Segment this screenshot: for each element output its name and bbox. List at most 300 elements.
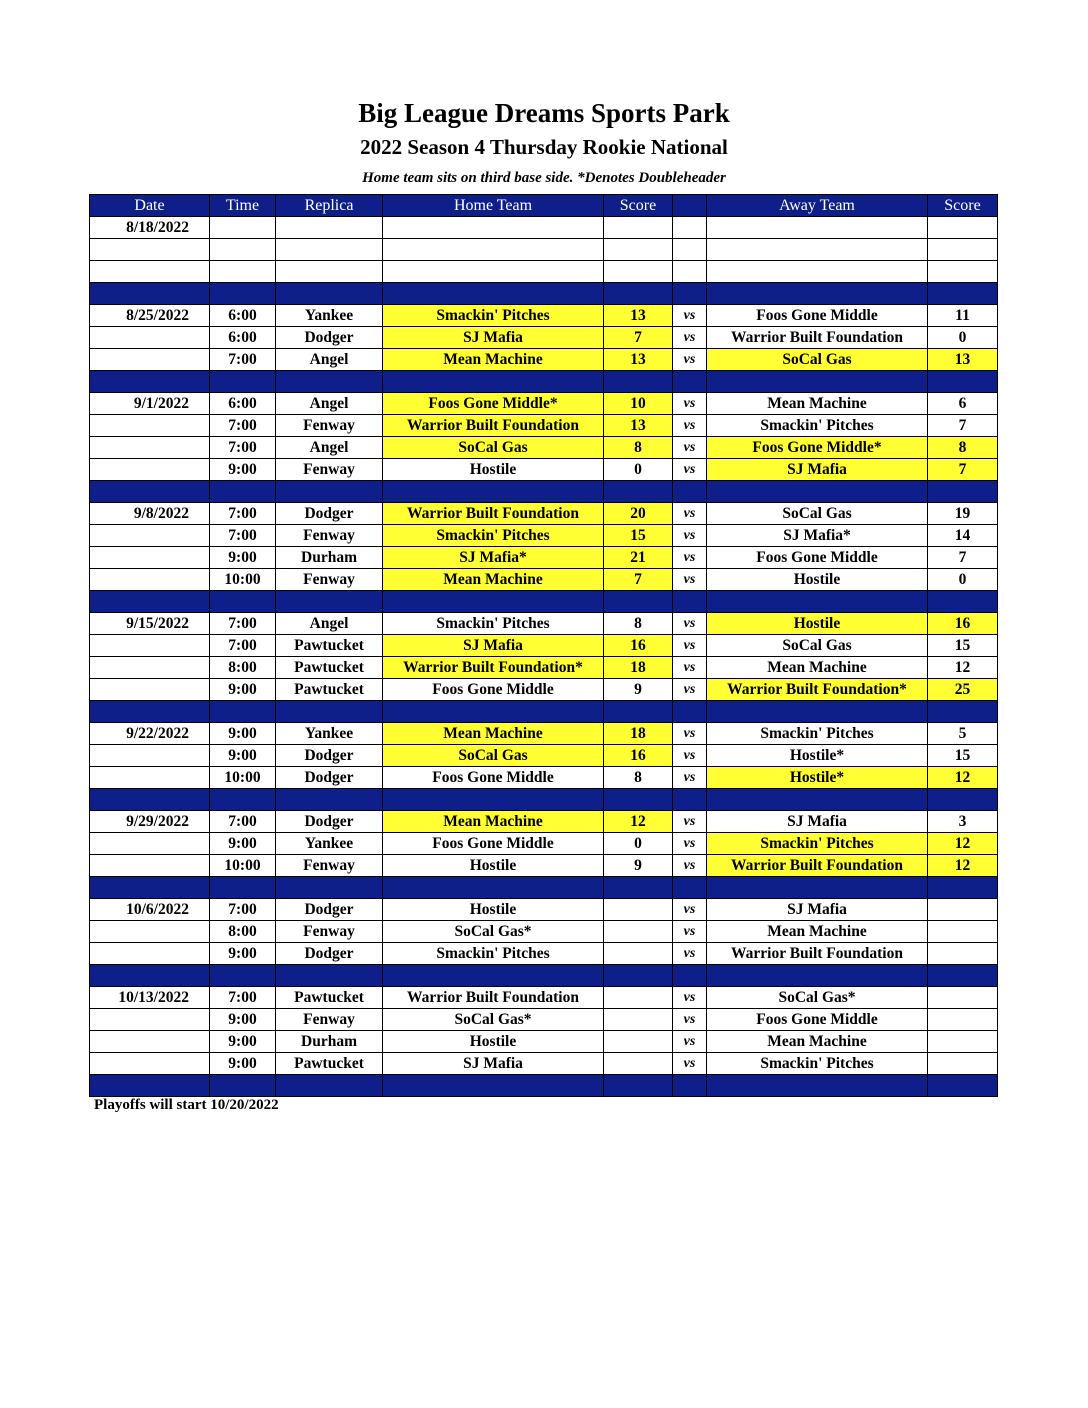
separator-cell bbox=[90, 591, 210, 613]
time-cell: 9:00 bbox=[210, 1031, 276, 1053]
time-cell: 9:00 bbox=[210, 679, 276, 701]
date-cell: 8/18/2022 bbox=[90, 217, 210, 239]
time-cell: 7:00 bbox=[210, 349, 276, 371]
week-separator-row bbox=[90, 1075, 998, 1097]
away-team-cell: SoCal Gas* bbox=[707, 987, 928, 1009]
header-row bbox=[90, 195, 998, 217]
home-score-cell bbox=[604, 921, 673, 943]
separator-cell bbox=[707, 789, 928, 811]
away-score-cell bbox=[928, 1009, 998, 1031]
week-separator-row bbox=[90, 789, 998, 811]
time-cell: 7:00 bbox=[210, 415, 276, 437]
table-row bbox=[90, 327, 998, 349]
time-cell: 6:00 bbox=[210, 305, 276, 327]
home-team-cell: Hostile bbox=[383, 855, 604, 877]
away-score-cell: 7 bbox=[928, 415, 998, 437]
away-team-cell: Smackin' Pitches bbox=[707, 415, 928, 437]
home-score-cell: 10 bbox=[604, 393, 673, 415]
date-cell bbox=[90, 525, 210, 547]
separator-cell bbox=[928, 877, 998, 899]
home-team-cell: SJ Mafia bbox=[383, 327, 604, 349]
replica-cell: Durham bbox=[276, 547, 383, 569]
table-row bbox=[90, 1009, 998, 1031]
table-row bbox=[90, 217, 998, 239]
time-cell: 7:00 bbox=[210, 437, 276, 459]
time-cell: 10:00 bbox=[210, 569, 276, 591]
vs-cell: vs bbox=[673, 393, 707, 415]
home-score-cell: 16 bbox=[604, 635, 673, 657]
vs-cell bbox=[673, 217, 707, 239]
table-row bbox=[90, 459, 998, 481]
separator-cell bbox=[604, 1075, 673, 1097]
replica-cell: Dodger bbox=[276, 943, 383, 965]
vs-cell: vs bbox=[673, 349, 707, 371]
replica-cell: Pawtucket bbox=[276, 635, 383, 657]
home-score-cell bbox=[604, 987, 673, 1009]
separator-cell bbox=[928, 1075, 998, 1097]
replica-cell: Dodger bbox=[276, 899, 383, 921]
away-score-cell bbox=[928, 261, 998, 283]
date-cell bbox=[90, 327, 210, 349]
date-cell bbox=[90, 239, 210, 261]
home-team-cell: Smackin' Pitches bbox=[383, 943, 604, 965]
away-score-cell: 5 bbox=[928, 723, 998, 745]
separator-cell bbox=[707, 877, 928, 899]
home-score-cell bbox=[604, 239, 673, 261]
separator-cell bbox=[707, 591, 928, 613]
home-team-cell: Mean Machine bbox=[383, 723, 604, 745]
date-cell bbox=[90, 767, 210, 789]
away-score-cell: 12 bbox=[928, 657, 998, 679]
vs-cell bbox=[673, 239, 707, 261]
replica-cell: Pawtucket bbox=[276, 987, 383, 1009]
separator-cell bbox=[383, 591, 604, 613]
week-separator-row bbox=[90, 701, 998, 723]
home-score-cell: 20 bbox=[604, 503, 673, 525]
separator-cell bbox=[673, 701, 707, 723]
replica-cell bbox=[276, 217, 383, 239]
col-header-replica: Replica bbox=[276, 195, 383, 217]
away-team-cell: SJ Mafia* bbox=[707, 525, 928, 547]
week-separator-row bbox=[90, 965, 998, 987]
home-score-cell bbox=[604, 261, 673, 283]
separator-cell bbox=[276, 965, 383, 987]
separator-cell bbox=[90, 701, 210, 723]
replica-cell: Fenway bbox=[276, 569, 383, 591]
home-team-cell: Mean Machine bbox=[383, 569, 604, 591]
separator-cell bbox=[210, 965, 276, 987]
separator-cell bbox=[210, 283, 276, 305]
time-cell bbox=[210, 217, 276, 239]
date-cell: 8/25/2022 bbox=[90, 305, 210, 327]
vs-cell: vs bbox=[673, 1053, 707, 1075]
away-team-cell: Smackin' Pitches bbox=[707, 723, 928, 745]
date-cell: 10/6/2022 bbox=[90, 899, 210, 921]
time-cell: 6:00 bbox=[210, 327, 276, 349]
home-score-cell: 8 bbox=[604, 767, 673, 789]
time-cell: 9:00 bbox=[210, 459, 276, 481]
separator-cell bbox=[210, 1075, 276, 1097]
home-team-cell: Hostile bbox=[383, 899, 604, 921]
home-score-cell bbox=[604, 1053, 673, 1075]
separator-cell bbox=[604, 481, 673, 503]
table-row bbox=[90, 987, 998, 1009]
away-team-cell: SJ Mafia bbox=[707, 899, 928, 921]
home-score-cell: 21 bbox=[604, 547, 673, 569]
separator-cell bbox=[928, 371, 998, 393]
date-cell bbox=[90, 1053, 210, 1075]
date-cell bbox=[90, 833, 210, 855]
away-team-cell: Hostile* bbox=[707, 745, 928, 767]
separator-cell bbox=[604, 789, 673, 811]
home-score-cell: 7 bbox=[604, 569, 673, 591]
home-score-cell bbox=[604, 943, 673, 965]
table-row bbox=[90, 503, 998, 525]
time-cell: 6:00 bbox=[210, 393, 276, 415]
away-score-cell: 19 bbox=[928, 503, 998, 525]
away-score-cell: 12 bbox=[928, 767, 998, 789]
home-score-cell: 8 bbox=[604, 437, 673, 459]
week-separator-row bbox=[90, 877, 998, 899]
away-team-cell bbox=[707, 217, 928, 239]
vs-cell: vs bbox=[673, 305, 707, 327]
playoffs-note: Playoffs will start 10/20/2022 bbox=[94, 1097, 279, 1113]
time-cell: 7:00 bbox=[210, 503, 276, 525]
home-score-cell bbox=[604, 217, 673, 239]
vs-cell: vs bbox=[673, 547, 707, 569]
away-team-cell: Warrior Built Foundation* bbox=[707, 679, 928, 701]
vs-cell: vs bbox=[673, 569, 707, 591]
home-score-cell: 9 bbox=[604, 679, 673, 701]
table-row bbox=[90, 415, 998, 437]
home-score-cell: 8 bbox=[604, 613, 673, 635]
away-score-cell bbox=[928, 239, 998, 261]
separator-cell bbox=[604, 371, 673, 393]
date-cell bbox=[90, 437, 210, 459]
replica-cell bbox=[276, 239, 383, 261]
time-cell: 9:00 bbox=[210, 943, 276, 965]
home-score-cell: 18 bbox=[604, 723, 673, 745]
vs-cell: vs bbox=[673, 459, 707, 481]
replica-cell: Dodger bbox=[276, 811, 383, 833]
date-cell bbox=[90, 569, 210, 591]
date-cell: 10/13/2022 bbox=[90, 987, 210, 1009]
vs-cell: vs bbox=[673, 833, 707, 855]
home-score-cell: 15 bbox=[604, 525, 673, 547]
time-cell: 9:00 bbox=[210, 745, 276, 767]
separator-cell bbox=[383, 789, 604, 811]
date-cell bbox=[90, 547, 210, 569]
home-team-cell: Smackin' Pitches bbox=[383, 613, 604, 635]
home-score-cell: 0 bbox=[604, 459, 673, 481]
replica-cell: Angel bbox=[276, 613, 383, 635]
vs-cell: vs bbox=[673, 745, 707, 767]
time-cell: 9:00 bbox=[210, 833, 276, 855]
separator-cell bbox=[210, 877, 276, 899]
home-team-cell: Smackin' Pitches bbox=[383, 525, 604, 547]
vs-cell: vs bbox=[673, 855, 707, 877]
away-team-cell: Hostile bbox=[707, 613, 928, 635]
away-score-cell bbox=[928, 921, 998, 943]
separator-cell bbox=[276, 371, 383, 393]
home-team-cell: SoCal Gas bbox=[383, 745, 604, 767]
replica-cell: Dodger bbox=[276, 745, 383, 767]
time-cell: 10:00 bbox=[210, 855, 276, 877]
col-header-date: Date bbox=[90, 195, 210, 217]
table-row bbox=[90, 921, 998, 943]
away-score-cell: 0 bbox=[928, 327, 998, 349]
table-row bbox=[90, 239, 998, 261]
away-score-cell bbox=[928, 943, 998, 965]
col-header-home-team: Home Team bbox=[383, 195, 604, 217]
date-cell bbox=[90, 679, 210, 701]
vs-cell: vs bbox=[673, 767, 707, 789]
separator-cell bbox=[90, 877, 210, 899]
time-cell: 9:00 bbox=[210, 723, 276, 745]
time-cell: 7:00 bbox=[210, 811, 276, 833]
time-cell: 9:00 bbox=[210, 1053, 276, 1075]
separator-cell bbox=[673, 591, 707, 613]
week-separator-row bbox=[90, 283, 998, 305]
away-score-cell: 14 bbox=[928, 525, 998, 547]
vs-cell: vs bbox=[673, 657, 707, 679]
vs-cell: vs bbox=[673, 525, 707, 547]
away-score-cell: 15 bbox=[928, 635, 998, 657]
home-team-cell: Warrior Built Foundation bbox=[383, 415, 604, 437]
home-score-cell: 13 bbox=[604, 415, 673, 437]
away-team-cell: Hostile* bbox=[707, 767, 928, 789]
separator-cell bbox=[276, 789, 383, 811]
away-team-cell: Mean Machine bbox=[707, 657, 928, 679]
away-score-cell bbox=[928, 217, 998, 239]
separator-cell bbox=[210, 591, 276, 613]
vs-cell: vs bbox=[673, 1031, 707, 1053]
date-cell bbox=[90, 943, 210, 965]
away-team-cell: Mean Machine bbox=[707, 1031, 928, 1053]
time-cell: 7:00 bbox=[210, 613, 276, 635]
replica-cell: Fenway bbox=[276, 459, 383, 481]
date-cell: 9/29/2022 bbox=[90, 811, 210, 833]
table-row bbox=[90, 305, 998, 327]
replica-cell: Yankee bbox=[276, 723, 383, 745]
date-cell: 9/1/2022 bbox=[90, 393, 210, 415]
away-score-cell bbox=[928, 1053, 998, 1075]
separator-cell bbox=[210, 481, 276, 503]
away-score-cell: 15 bbox=[928, 745, 998, 767]
separator-cell bbox=[90, 371, 210, 393]
time-cell bbox=[210, 239, 276, 261]
away-score-cell: 12 bbox=[928, 833, 998, 855]
separator-cell bbox=[210, 701, 276, 723]
separator-cell bbox=[928, 481, 998, 503]
vs-cell: vs bbox=[673, 503, 707, 525]
time-cell: 9:00 bbox=[210, 1009, 276, 1031]
separator-cell bbox=[673, 1075, 707, 1097]
away-team-cell: Mean Machine bbox=[707, 921, 928, 943]
home-team-cell: Warrior Built Foundation bbox=[383, 987, 604, 1009]
table-row bbox=[90, 613, 998, 635]
home-team-cell: SJ Mafia bbox=[383, 635, 604, 657]
away-score-cell: 7 bbox=[928, 547, 998, 569]
separator-cell bbox=[707, 965, 928, 987]
table-row bbox=[90, 635, 998, 657]
table-row bbox=[90, 899, 998, 921]
home-team-cell: SoCal Gas bbox=[383, 437, 604, 459]
home-team-cell: SoCal Gas* bbox=[383, 1009, 604, 1031]
date-cell bbox=[90, 921, 210, 943]
vs-cell: vs bbox=[673, 635, 707, 657]
separator-cell bbox=[707, 481, 928, 503]
home-team-cell: Warrior Built Foundation* bbox=[383, 657, 604, 679]
table-row bbox=[90, 393, 998, 415]
time-cell: 10:00 bbox=[210, 767, 276, 789]
time-cell: 7:00 bbox=[210, 899, 276, 921]
replica-cell: Dodger bbox=[276, 503, 383, 525]
replica-cell: Fenway bbox=[276, 855, 383, 877]
separator-cell bbox=[604, 701, 673, 723]
vs-cell: vs bbox=[673, 437, 707, 459]
vs-cell: vs bbox=[673, 811, 707, 833]
home-team-cell: SJ Mafia* bbox=[383, 547, 604, 569]
date-cell bbox=[90, 635, 210, 657]
away-team-cell: Warrior Built Foundation bbox=[707, 855, 928, 877]
page-title: Big League Dreams Sports Park bbox=[358, 98, 730, 128]
replica-cell: Angel bbox=[276, 437, 383, 459]
away-team-cell: Warrior Built Foundation bbox=[707, 327, 928, 349]
table-row bbox=[90, 767, 998, 789]
col-header-time: Time bbox=[210, 195, 276, 217]
week-separator-row bbox=[90, 591, 998, 613]
away-score-cell: 7 bbox=[928, 459, 998, 481]
schedule-note: Home team sits on third base side. *Denotes Doubleheader bbox=[362, 170, 726, 186]
separator-cell bbox=[383, 701, 604, 723]
table-row bbox=[90, 1031, 998, 1053]
home-team-cell: SJ Mafia bbox=[383, 1053, 604, 1075]
separator-cell bbox=[383, 1075, 604, 1097]
home-score-cell bbox=[604, 899, 673, 921]
replica-cell: Fenway bbox=[276, 1009, 383, 1031]
time-cell: 8:00 bbox=[210, 921, 276, 943]
away-score-cell: 11 bbox=[928, 305, 998, 327]
separator-cell bbox=[604, 877, 673, 899]
date-cell bbox=[90, 1009, 210, 1031]
home-team-cell bbox=[383, 217, 604, 239]
home-team-cell: Hostile bbox=[383, 1031, 604, 1053]
away-score-cell bbox=[928, 1031, 998, 1053]
separator-cell bbox=[928, 965, 998, 987]
replica-cell: Angel bbox=[276, 393, 383, 415]
replica-cell: Fenway bbox=[276, 415, 383, 437]
separator-cell bbox=[383, 283, 604, 305]
col-header-away-team: Away Team bbox=[707, 195, 928, 217]
replica-cell: Durham bbox=[276, 1031, 383, 1053]
date-cell bbox=[90, 855, 210, 877]
vs-cell: vs bbox=[673, 415, 707, 437]
separator-cell bbox=[673, 965, 707, 987]
separator-cell bbox=[90, 481, 210, 503]
separator-cell bbox=[673, 789, 707, 811]
home-score-cell: 13 bbox=[604, 305, 673, 327]
table-row bbox=[90, 349, 998, 371]
separator-cell bbox=[383, 965, 604, 987]
date-cell bbox=[90, 1031, 210, 1053]
replica-cell: Dodger bbox=[276, 767, 383, 789]
vs-cell: vs bbox=[673, 943, 707, 965]
away-team-cell: SoCal Gas bbox=[707, 503, 928, 525]
week-separator-row bbox=[90, 371, 998, 393]
separator-cell bbox=[383, 371, 604, 393]
separator-cell bbox=[90, 789, 210, 811]
date-cell bbox=[90, 657, 210, 679]
away-score-cell: 13 bbox=[928, 349, 998, 371]
home-score-cell: 9 bbox=[604, 855, 673, 877]
away-team-cell: SJ Mafia bbox=[707, 811, 928, 833]
home-team-cell: Warrior Built Foundation bbox=[383, 503, 604, 525]
time-cell bbox=[210, 261, 276, 283]
schedule-body bbox=[90, 217, 998, 1097]
separator-cell bbox=[90, 965, 210, 987]
home-score-cell bbox=[604, 1031, 673, 1053]
away-team-cell: Foos Gone Middle bbox=[707, 547, 928, 569]
separator-cell bbox=[276, 591, 383, 613]
away-team-cell: Smackin' Pitches bbox=[707, 833, 928, 855]
away-score-cell: 12 bbox=[928, 855, 998, 877]
home-team-cell: Foos Gone Middle* bbox=[383, 393, 604, 415]
separator-cell bbox=[604, 965, 673, 987]
date-cell bbox=[90, 745, 210, 767]
away-team-cell: SoCal Gas bbox=[707, 635, 928, 657]
separator-cell bbox=[210, 789, 276, 811]
away-team-cell bbox=[707, 239, 928, 261]
separator-cell bbox=[276, 481, 383, 503]
separator-cell bbox=[707, 1075, 928, 1097]
separator-cell bbox=[383, 877, 604, 899]
home-team-cell: SoCal Gas* bbox=[383, 921, 604, 943]
date-cell: 9/8/2022 bbox=[90, 503, 210, 525]
table-row bbox=[90, 679, 998, 701]
date-cell: 9/22/2022 bbox=[90, 723, 210, 745]
vs-cell: vs bbox=[673, 327, 707, 349]
separator-cell bbox=[673, 283, 707, 305]
separator-cell bbox=[673, 877, 707, 899]
home-score-cell: 0 bbox=[604, 833, 673, 855]
separator-cell bbox=[276, 701, 383, 723]
home-team-cell: Foos Gone Middle bbox=[383, 767, 604, 789]
away-team-cell: Hostile bbox=[707, 569, 928, 591]
away-team-cell: SoCal Gas bbox=[707, 349, 928, 371]
away-score-cell: 8 bbox=[928, 437, 998, 459]
vs-cell: vs bbox=[673, 613, 707, 635]
away-score-cell: 6 bbox=[928, 393, 998, 415]
home-score-cell: 16 bbox=[604, 745, 673, 767]
table-row bbox=[90, 569, 998, 591]
separator-cell bbox=[707, 701, 928, 723]
table-row bbox=[90, 437, 998, 459]
away-team-cell: Foos Gone Middle bbox=[707, 1009, 928, 1031]
time-cell: 8:00 bbox=[210, 657, 276, 679]
away-score-cell: 16 bbox=[928, 613, 998, 635]
separator-cell bbox=[707, 283, 928, 305]
home-team-cell: Foos Gone Middle bbox=[383, 679, 604, 701]
away-score-cell: 25 bbox=[928, 679, 998, 701]
col-header-away-score: Score bbox=[928, 195, 998, 217]
table-row bbox=[90, 811, 998, 833]
away-team-cell: Mean Machine bbox=[707, 393, 928, 415]
vs-cell: vs bbox=[673, 899, 707, 921]
date-cell bbox=[90, 261, 210, 283]
vs-cell: vs bbox=[673, 723, 707, 745]
away-score-cell: 0 bbox=[928, 569, 998, 591]
